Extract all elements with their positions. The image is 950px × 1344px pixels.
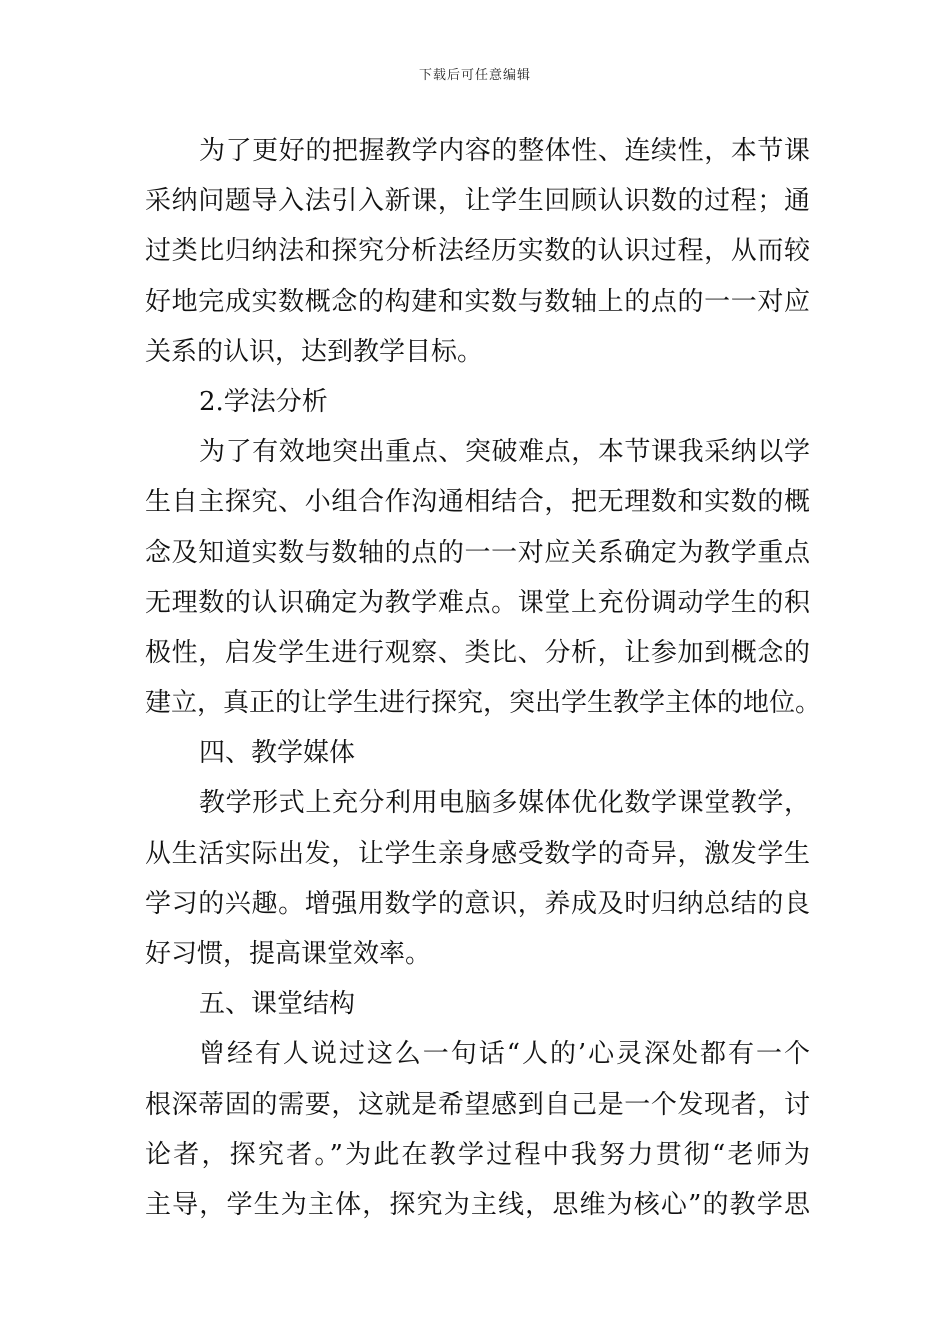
text-line: 从生活实际出发，让学生亲身感受数学的奇异，激发学生 bbox=[145, 838, 810, 869]
text-line: 生自主探究、小组合作沟通相结合，把无理数和实数的概 bbox=[145, 487, 810, 518]
text-line: 主导，学生为主体，探究为主线，思维为核心”的教学思 bbox=[145, 1189, 810, 1220]
section-heading: 2.学法分析 bbox=[199, 386, 328, 417]
text-line: 为了有效地突出重点、突破难点，本节课我采纳以学 bbox=[199, 437, 810, 468]
text-line: 建立，真正的让学生进行探究，突出学生教学主体的地位。 bbox=[145, 688, 822, 719]
text-line: 采纳问题导入法引入新课，让学生回顾认识数的过程；通 bbox=[145, 186, 810, 217]
text-line: 无理数的认识确定为教学难点。课堂上充份调动学生的积 bbox=[145, 587, 810, 618]
text-line: 为了更好的把握教学内容的整体性、连续性，本节课 bbox=[199, 136, 810, 166]
page-header: 下载后可任意编辑 bbox=[418, 68, 531, 83]
text-line: 曾经有人说过这么一句话“人的’心灵深处都有一个 bbox=[199, 1039, 810, 1070]
section-heading: 四、教学媒体 bbox=[199, 738, 356, 769]
document-body bbox=[145, 126, 822, 1230]
text-line: 学习的兴趣。增强用数学的意识，养成及时归纳总结的良 bbox=[145, 888, 810, 919]
text-line: 好习惯，提高课堂效率。 bbox=[145, 939, 432, 969]
text-line: 关系的认识，达到教学目标。 bbox=[145, 336, 484, 367]
text-line: 论者，探究者。”为此在教学过程中我努力贯彻“老师为 bbox=[145, 1139, 810, 1170]
text-line: 教学形式上充分利用电脑多媒体优化数学课堂教学， bbox=[199, 788, 810, 819]
text-line: 念及知道实数与数轴的点的一一对应关系确定为教学重点 bbox=[145, 537, 810, 568]
text-line: 根深蒂固的需要，这就是希望感到自己是一个发现者，讨 bbox=[145, 1089, 810, 1120]
text-line: 极性，启发学生进行观察、类比、分析，让参加到概念的 bbox=[145, 637, 810, 668]
text-line: 好地完成实数概念的构建和实数与数轴上的点的一一对应 bbox=[145, 286, 810, 317]
text-line: 过类比归纳法和探究分析法经历实数的认识过程，从而较 bbox=[145, 236, 810, 267]
section-heading: 五、课堂结构 bbox=[199, 989, 356, 1020]
